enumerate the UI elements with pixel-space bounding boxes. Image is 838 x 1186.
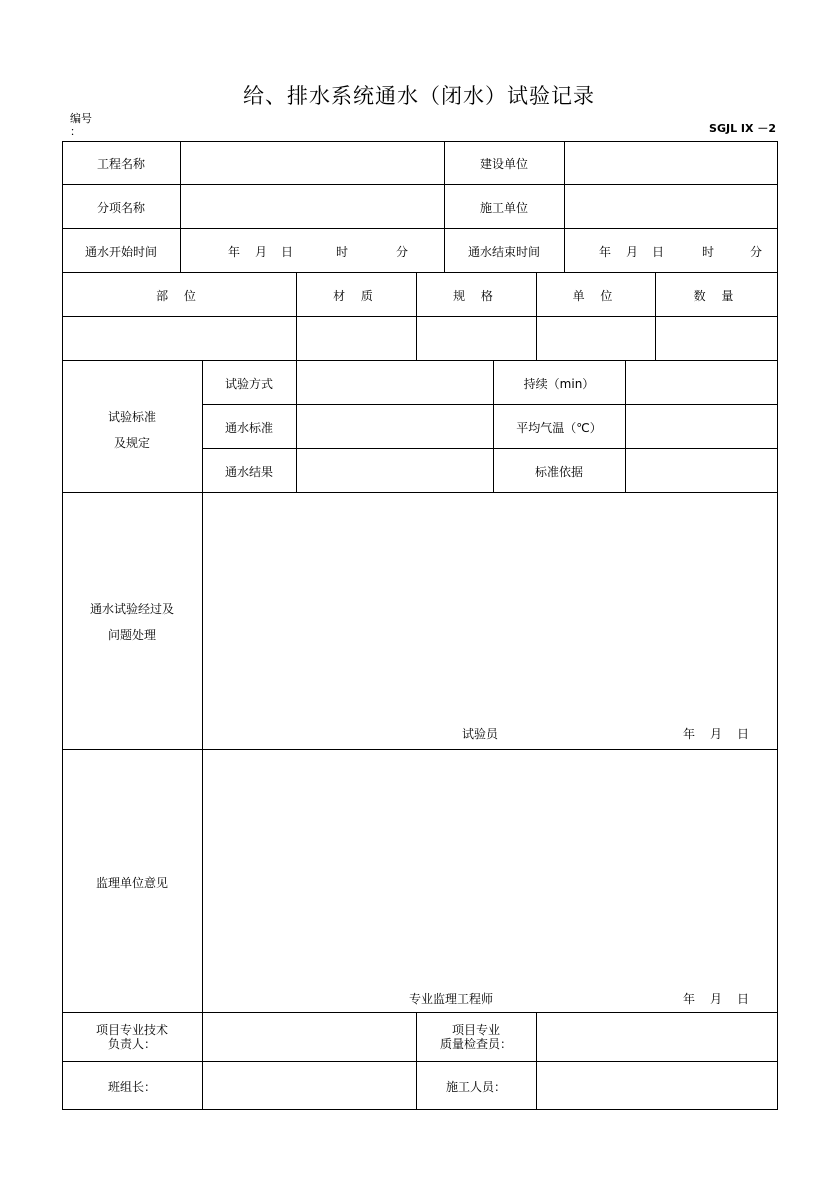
water-standard-label: 通水标准 (224, 421, 273, 435)
builder-unit-label: 施工单位 (479, 201, 528, 215)
col-divider (536, 272, 537, 360)
col-divider (296, 272, 297, 360)
end-minute-unit: 分 (750, 245, 763, 259)
material-header: 材 质 (333, 289, 379, 303)
start-year-unit: 年 (228, 245, 241, 259)
end-year-unit: 年 (599, 245, 612, 259)
row-divider (202, 448, 778, 449)
form-code: SGJL IX －2 (709, 122, 776, 135)
record-table (62, 141, 778, 1110)
construction-staff-label: 施工人员： (445, 1080, 506, 1094)
col-divider (536, 1012, 537, 1110)
start-day-unit: 日 (281, 245, 294, 259)
end-day-unit: 日 (652, 245, 665, 259)
quality-inspector-label (416, 1023, 536, 1051)
row-divider (62, 184, 778, 185)
start-minute-unit: 分 (396, 245, 409, 259)
end-month-unit: 月 (626, 245, 639, 259)
unit-header: 单 位 (572, 289, 619, 303)
process-label (62, 596, 202, 648)
sub-item-name-label: 分项名称 (96, 201, 145, 215)
supervision-month-unit: 月 (710, 992, 723, 1006)
project-name-label: 工程名称 (96, 157, 145, 171)
tester-day-unit: 日 (737, 727, 750, 741)
start-time-label: 通水开始时间 (84, 245, 157, 259)
tech-lead-label (62, 1023, 202, 1051)
tester-month-unit: 月 (710, 727, 723, 741)
end-hour-unit: 时 (702, 245, 715, 259)
construction-unit-label: 建设单位 (479, 157, 528, 171)
col-divider (416, 272, 417, 360)
row-divider (62, 1061, 778, 1062)
process-line2: 问题处理 (107, 628, 156, 642)
row-divider (62, 228, 778, 229)
code-label-text: 编号 (70, 112, 92, 125)
row-divider (62, 492, 778, 493)
duration-label: 持续（min） (523, 377, 595, 391)
test-standard-line1: 试验标准 (107, 410, 156, 424)
row-divider (202, 404, 778, 405)
standard-basis-label: 标准依据 (534, 465, 583, 479)
test-standard-label (62, 404, 202, 456)
row-divider (62, 1012, 778, 1013)
col-divider (180, 141, 181, 272)
supervision-opinion-label: 监理单位意见 (95, 876, 168, 890)
row-divider (62, 749, 778, 750)
quality-inspector-line2: 质量检查员： (439, 1037, 512, 1051)
start-hour-unit: 时 (336, 245, 349, 259)
quality-inspector-line1: 项目专业 (451, 1023, 500, 1037)
code-label-colon: ： (70, 125, 81, 138)
code-label (70, 112, 92, 138)
col-divider (625, 360, 626, 492)
supervision-year-unit: 年 (683, 992, 696, 1006)
spec-header: 规 格 (453, 289, 499, 303)
avg-temp-label: 平均气温（℃） (516, 421, 602, 435)
row-divider (62, 360, 778, 361)
water-result-label: 通水结果 (224, 465, 273, 479)
row-divider (62, 272, 778, 273)
tech-lead-line2: 负责人： (107, 1037, 156, 1051)
col-divider (655, 272, 656, 360)
tester-label: 试验员 (462, 727, 499, 741)
quantity-header: 数 量 (693, 289, 740, 303)
page-title: 给、排水系统通水（闭水）试验记录 (243, 84, 595, 108)
supervision-day-unit: 日 (737, 992, 750, 1006)
start-month-unit: 月 (255, 245, 268, 259)
row-divider (62, 316, 778, 317)
test-standard-line2: 及规定 (113, 436, 150, 450)
part-header: 部 位 (156, 289, 202, 303)
test-method-label: 试验方式 (224, 377, 273, 391)
end-time-label: 通水结束时间 (467, 245, 540, 259)
col-divider (564, 141, 565, 272)
process-line1: 通水试验经过及 (89, 602, 174, 616)
table-border-bottom (62, 1109, 778, 1110)
tester-year-unit: 年 (683, 727, 696, 741)
table-border-top (62, 141, 778, 142)
tech-lead-line1: 项目专业技术 (95, 1023, 168, 1037)
team-leader-label: 班组长： (107, 1080, 156, 1094)
col-divider (296, 360, 297, 492)
supervision-engineer-label: 专业监理工程师 (409, 992, 494, 1006)
